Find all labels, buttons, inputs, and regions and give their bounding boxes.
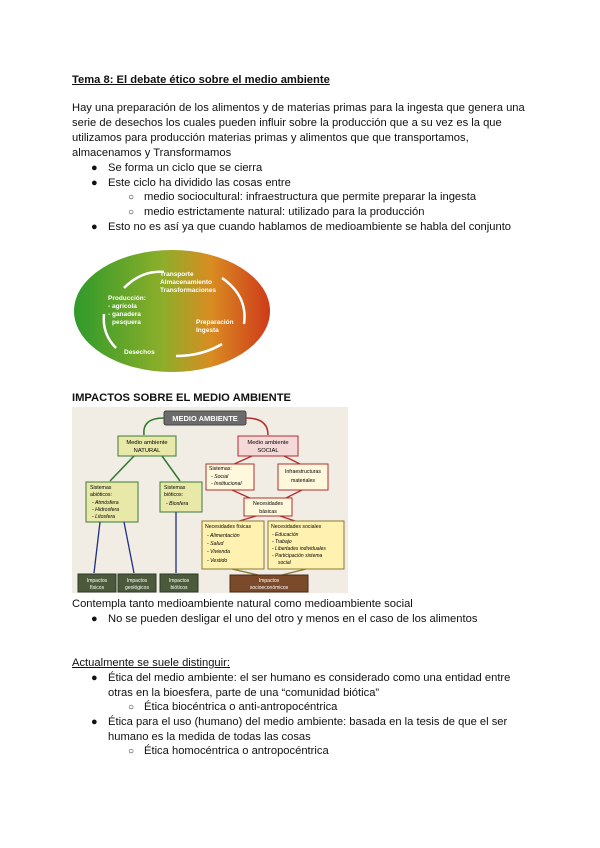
bullet-glyph: ● bbox=[91, 716, 98, 728]
box-label: Necesidades bbox=[253, 501, 283, 507]
bullet-text: Se forma un ciclo que se cierra bbox=[108, 162, 263, 174]
box-label: Impactos bbox=[126, 578, 148, 584]
bullet-glyph: ● bbox=[91, 221, 98, 233]
cycle-ellipse bbox=[74, 250, 270, 372]
bullet-glyph: ● bbox=[91, 162, 98, 174]
box-label: - Alimentación bbox=[207, 533, 240, 539]
sub-bullet-glyph: ○ bbox=[128, 746, 135, 757]
box-label: Sistemas bbox=[90, 485, 112, 491]
sub-bullet-glyph: ○ bbox=[128, 207, 135, 218]
cycle-label: Producción: bbox=[108, 295, 146, 302]
box-label: - Biosfera bbox=[166, 501, 189, 507]
intro-line: almacenamos y Transformamos bbox=[72, 147, 232, 159]
box-label: - Vivienda bbox=[207, 549, 230, 555]
box-label: - Libertades individuales bbox=[272, 546, 326, 552]
sub-bullet-text: medio sociocultural: infraestructura que permite preparar la ingesta bbox=[144, 191, 477, 203]
cycle-label: Transformaciones bbox=[160, 287, 216, 294]
box-label: Medio ambiente bbox=[126, 440, 168, 446]
box-label: Sistemas bbox=[164, 485, 186, 491]
box-label: - Educación bbox=[272, 532, 299, 538]
box-label: - Institucional bbox=[211, 481, 242, 487]
box-label: Sistemas: bbox=[209, 466, 232, 472]
sub-bullet-text: Ética homocéntrica o antropocéntrica bbox=[144, 745, 329, 757]
box-label: básicas bbox=[259, 509, 277, 515]
bullet-text: No se pueden desligar el uno del otro y menos en el caso de los alimentos bbox=[108, 613, 478, 625]
bullet-glyph: ● bbox=[91, 613, 98, 625]
box-label: - Atmósfera bbox=[92, 500, 119, 506]
bullet-text: otras en la bioesfera, parte de una “comunidad biótica” bbox=[108, 687, 380, 699]
box-label: Medio ambiente bbox=[247, 440, 289, 446]
section-heading: IMPACTOS SOBRE EL MEDIO AMBIENTE bbox=[72, 392, 292, 404]
sub-bullet-text: Ética biocéntrica o anti-antropocéntrica bbox=[144, 701, 338, 713]
cycle-label: Desechos bbox=[124, 349, 155, 356]
box-label: - Social bbox=[211, 474, 229, 480]
box-label: geológicos bbox=[125, 585, 149, 591]
box-label: - Vestido bbox=[207, 558, 228, 564]
cycle-figure bbox=[72, 248, 272, 374]
box-label: Impactos bbox=[258, 578, 280, 584]
box-label: bióticos bbox=[170, 585, 188, 591]
box-label: Impactos bbox=[86, 578, 108, 584]
cycle-label: - agrícola bbox=[108, 303, 137, 310]
cycle-label: Ingesta bbox=[196, 327, 219, 334]
subheading: Actualmente se suele distinguir: bbox=[72, 657, 230, 669]
box-label: físicos bbox=[89, 585, 105, 591]
bullet-text: Esto no es así ya que cuando hablamos de medioambiente se habla del conjunto bbox=[108, 221, 512, 233]
sub-bullet-text: medio estrictamente natural: utilizado para la producción bbox=[144, 206, 425, 218]
box-label: Necesidades sociales bbox=[271, 524, 322, 530]
box-label: - Participación sistema bbox=[272, 553, 323, 559]
cycle-label: pesquera bbox=[112, 319, 141, 326]
intro-line: Hay una preparación de los alimentos y de materias primas para la ingesta que genera una bbox=[72, 102, 525, 114]
cycle-label: Transporte bbox=[160, 271, 194, 278]
box-label: - Trabajo bbox=[272, 539, 292, 545]
box-label: social bbox=[278, 560, 291, 566]
body-text: Contempla tanto medioambiente natural como medioambiente social bbox=[72, 598, 413, 610]
bullet-text: Ética para el uso (humano) del medio ambiente: basada en la tesis de que el ser bbox=[108, 716, 508, 728]
box-label: Necesidades físicas bbox=[205, 524, 252, 530]
box-infraestructuras bbox=[278, 464, 328, 490]
box-label: - Hidrosfera bbox=[92, 507, 120, 513]
intro-line: utilizamos para producción materias primas y alimentos que que transportamos, bbox=[72, 132, 469, 144]
box-label: MEDIO AMBIENTE bbox=[172, 414, 238, 423]
bullet-text: Ética del medio ambiente: el ser humano es considerado como una entidad entre bbox=[108, 672, 511, 684]
bullet-glyph: ● bbox=[91, 672, 98, 684]
cycle-label: Almacenamiento bbox=[160, 279, 213, 286]
box-label: - Salud bbox=[207, 541, 224, 547]
cycle-label: Preparación bbox=[196, 319, 234, 326]
cycle-label: - ganadera bbox=[108, 311, 141, 318]
bullet-text: Este ciclo ha dividido las cosas entre bbox=[108, 177, 291, 189]
box-label: Impactos bbox=[168, 578, 190, 584]
impactos-diagram bbox=[72, 407, 348, 593]
bullet-glyph: ● bbox=[91, 177, 98, 189]
box-label: NATURAL bbox=[133, 448, 161, 454]
bullet-text: humano es la medida de todas las cosas bbox=[108, 731, 311, 743]
intro-line: serie de desechos los cuales pueden influir sobre la producción que a su vez es la que bbox=[72, 117, 502, 129]
box-label: socioeconómicos bbox=[249, 585, 289, 591]
box-label: bióticos: bbox=[164, 492, 184, 498]
page-title: Tema 8: El debate ético sobre el medio ambiente bbox=[72, 74, 330, 86]
box-label: Infraestructuras bbox=[284, 469, 322, 475]
sub-bullet-glyph: ○ bbox=[128, 192, 135, 203]
box-label: abióticos: bbox=[90, 492, 112, 498]
box-label: SOCIAL bbox=[257, 448, 279, 454]
box-label: - Litosfera bbox=[92, 514, 116, 520]
box-label: materiales bbox=[291, 478, 315, 484]
sub-bullet-glyph: ○ bbox=[128, 702, 135, 713]
